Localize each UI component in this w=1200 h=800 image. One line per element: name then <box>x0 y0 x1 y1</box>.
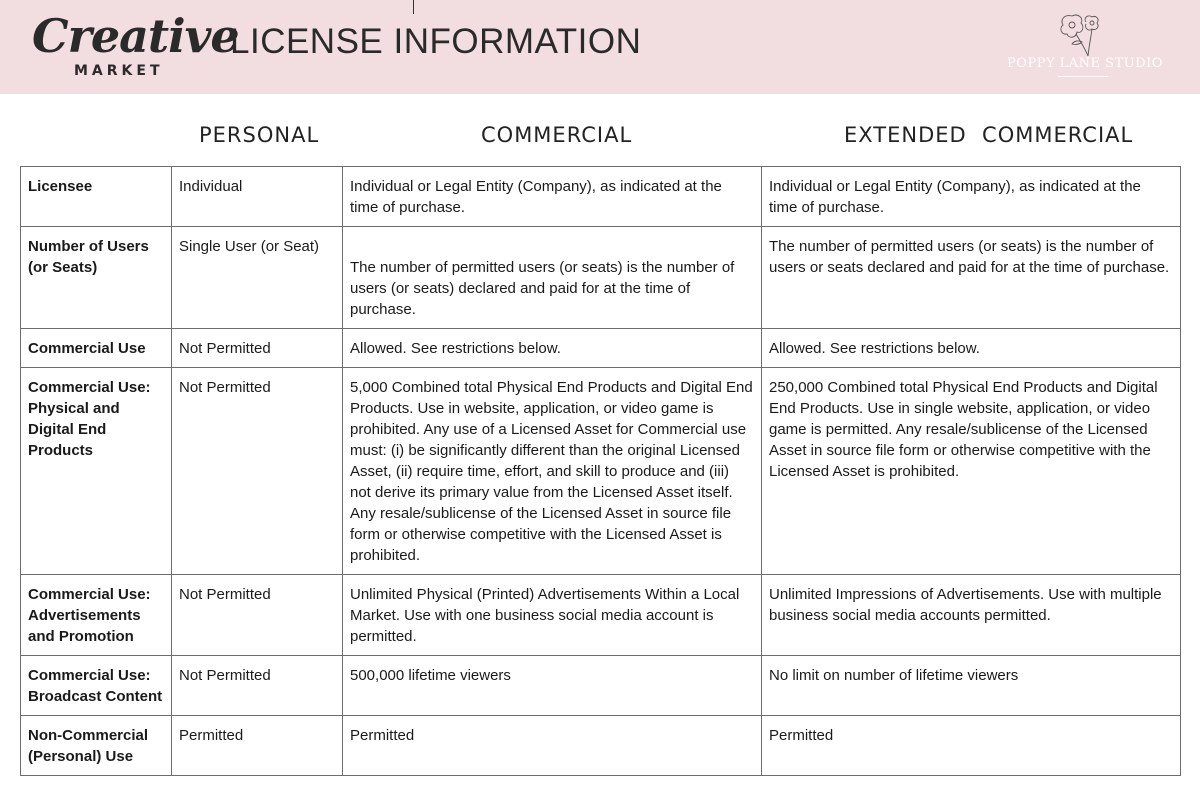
column-header-extended-commercial: EXTENDED COMMERCIAL <box>844 123 1134 147</box>
personal-cell: Single User (or Seat) <box>172 227 343 329</box>
personal-cell: Permitted <box>172 716 343 776</box>
extended-cell: Allowed. See restrictions below. <box>762 329 1181 368</box>
table-row <box>21 167 1181 227</box>
personal-cell: Not Permitted <box>172 368 343 575</box>
poppy-flower-icon <box>1052 10 1106 58</box>
creative-market-logo[interactable] <box>32 8 239 84</box>
row-label: Non-Commercial (Personal) Use <box>21 716 172 776</box>
extended-cell: Unlimited Impressions of Advertisements. Use with multiple business social media accounts permitted. <box>762 575 1181 656</box>
row-label: Commercial Use: Physical and Digital End Products <box>21 368 172 575</box>
commercial-cell: Permitted <box>343 716 762 776</box>
divider <box>413 0 414 14</box>
logo-wordmark: Creative <box>32 9 239 63</box>
studio-logo <box>1000 10 1170 84</box>
divider <box>1058 76 1108 77</box>
table-row <box>21 656 1181 716</box>
personal-cell: Not Permitted <box>172 575 343 656</box>
extended-cell: 250,000 Combined total Physical End Products and Digital End Products. Use in single website, application, or video game is permitted. Any resale/sublicense of the Licensed Asset in source file form or otherwise competitive with the Licensed Asset is prohibited. <box>762 368 1181 575</box>
personal-cell: Not Permitted <box>172 656 343 716</box>
commercial-cell: Allowed. See restrictions below. <box>343 329 762 368</box>
personal-cell: Not Permitted <box>172 329 343 368</box>
column-header-personal: PERSONAL <box>199 123 320 147</box>
studio-name: POPPY LANE STUDIO <box>1007 56 1163 71</box>
page-title: LICENSE INFORMATION <box>230 22 642 61</box>
personal-cell: Individual <box>172 167 343 227</box>
commercial-cell: Unlimited Physical (Printed) Advertisements Within a Local Market. Use with one business social media account is permitted. <box>343 575 762 656</box>
extended-cell: No limit on number of lifetime viewers <box>762 656 1181 716</box>
extended-cell: The number of permitted users (or seats) is the number of users or seats declared and paid for at the time of purchase. <box>762 227 1181 329</box>
commercial-cell: The number of permitted users (or seats) is the number of users (or seats) declared and paid for at the time of purchase. <box>343 227 762 329</box>
table-row <box>21 368 1181 575</box>
table-row <box>21 329 1181 368</box>
extended-cell: Permitted <box>762 716 1181 776</box>
license-table <box>20 166 1181 776</box>
commercial-cell: 5,000 Combined total Physical End Products and Digital End Products. Use in website, application, or video game is prohibited. Any use of a Licensed Asset for Commercial use must: (i) be significantly different than the original Licensed Asset, (ii) require time, effort, and skill to produce and (iii) not derive its primary value from the Licensed Asset itself. Any resale/sublicense of the Licensed Asset in source file form or otherwise competitive with the Licensed Asset is prohibited. <box>343 368 762 575</box>
table-row <box>21 716 1181 776</box>
row-label: Licensee <box>21 167 172 227</box>
row-label: Number of Users (or Seats) <box>21 227 172 329</box>
extended-cell: Individual or Legal Entity (Company), as indicated at the time of purchase. <box>762 167 1181 227</box>
row-label: Commercial Use: Advertisements and Promotion <box>21 575 172 656</box>
table-row <box>21 575 1181 656</box>
row-label: Commercial Use <box>21 329 172 368</box>
logo-subtitle: MARKET <box>74 63 164 79</box>
table-row <box>21 227 1181 329</box>
row-label: Commercial Use: Broadcast Content <box>21 656 172 716</box>
column-header-commercial: COMMERCIAL <box>481 123 633 147</box>
header-banner <box>0 0 1200 94</box>
commercial-cell: 500,000 lifetime viewers <box>343 656 762 716</box>
commercial-cell: Individual or Legal Entity (Company), as indicated at the time of purchase. <box>343 167 762 227</box>
